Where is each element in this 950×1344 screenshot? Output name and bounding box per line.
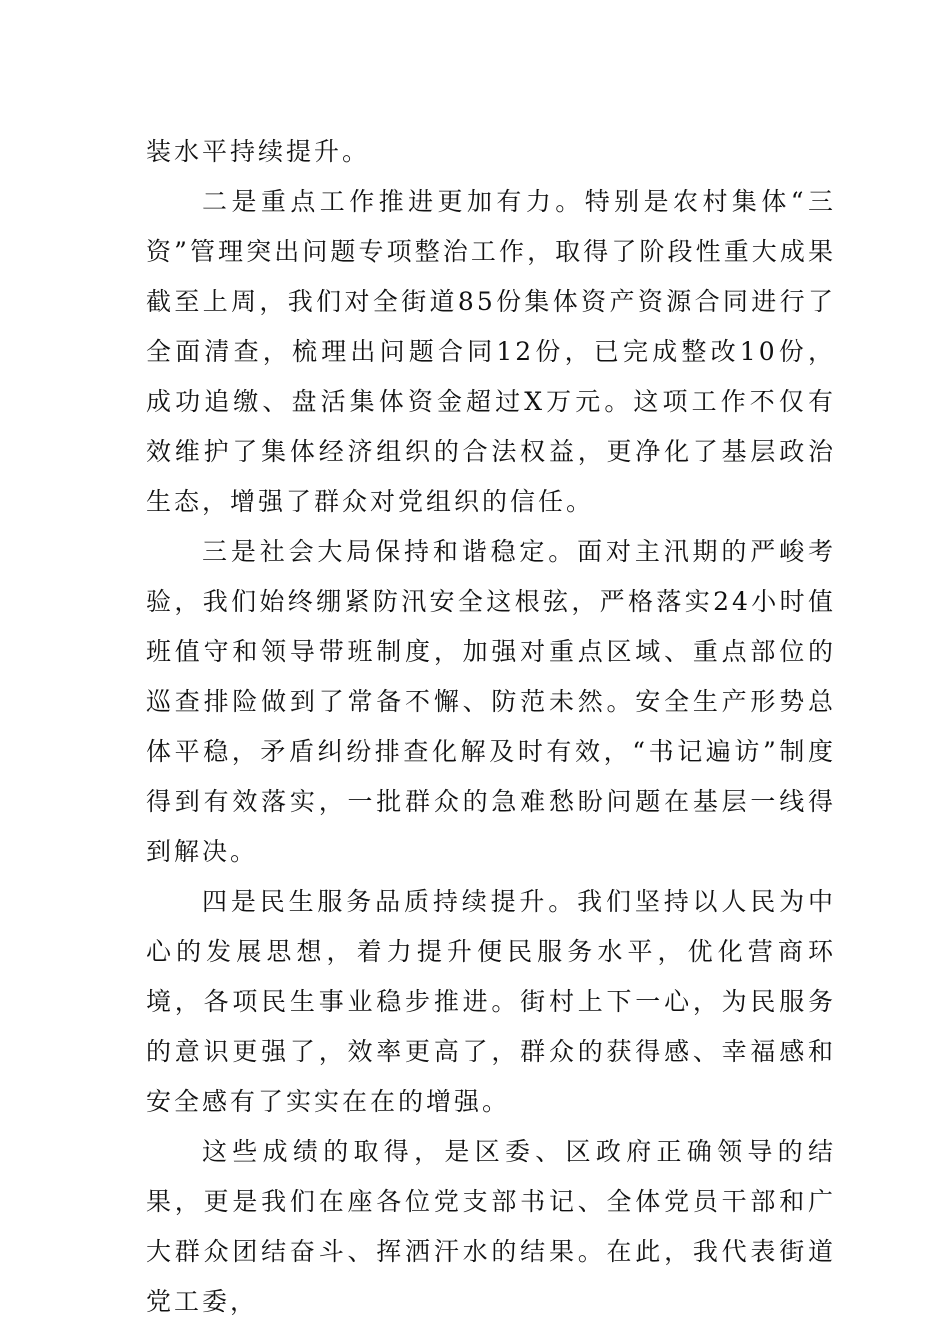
paragraph-continuation: 装水平持续提升。 xyxy=(146,137,371,166)
paragraph-acknowledgement: 这些成绩的取得，是区委、区政府正确领导的结果，更是我们在座各位党支部书记、全体党员干部和广大群众团结奋斗、挥洒汗水的结果。在此，我代表街道党工委， xyxy=(146,1137,836,1316)
document-body xyxy=(146,127,836,1327)
paragraph-social-stability: 三是社会大局保持和谐稳定。面对主汛期的严峻考验，我们始终绷紧防汛安全这根弦，严格落实24小时值班值守和领导带班制度，加强对重点区域、重点部位的巡查排险做到了常备不懈、防范未然。安全生产形势总体平稳，矛盾纠纷排查化解及时有效，“书记遍访”制度得到有效落实，一批群众的急难愁盼问题在基层一线得到解决。 xyxy=(146,537,836,866)
paragraph-key-work: 二是重点工作推进更加有力。特别是农村集体“三资”管理突出问题专项整治工作，取得了阶段性重大成果截至上周，我们对全街道85份集体资产资源合同进行了全面清查，梳理出问题合同12份，已完成整改10份，成功追缴、盘活集体资金超过X万元。这项工作不仅有效维护了集体经济组织的合法权益，更净化了基层政治生态，增强了群众对党组织的信任。 xyxy=(146,187,836,516)
paragraph-public-service: 四是民生服务品质持续提升。我们坚持以人民为中心的发展思想，着力提升便民服务水平，优化营商环境，各项民生事业稳步推进。街村上下一心，为民服务的意识更强了，效率更高了，群众的获得感、幸福感和安全感有了实实在在的增强。 xyxy=(146,887,836,1116)
